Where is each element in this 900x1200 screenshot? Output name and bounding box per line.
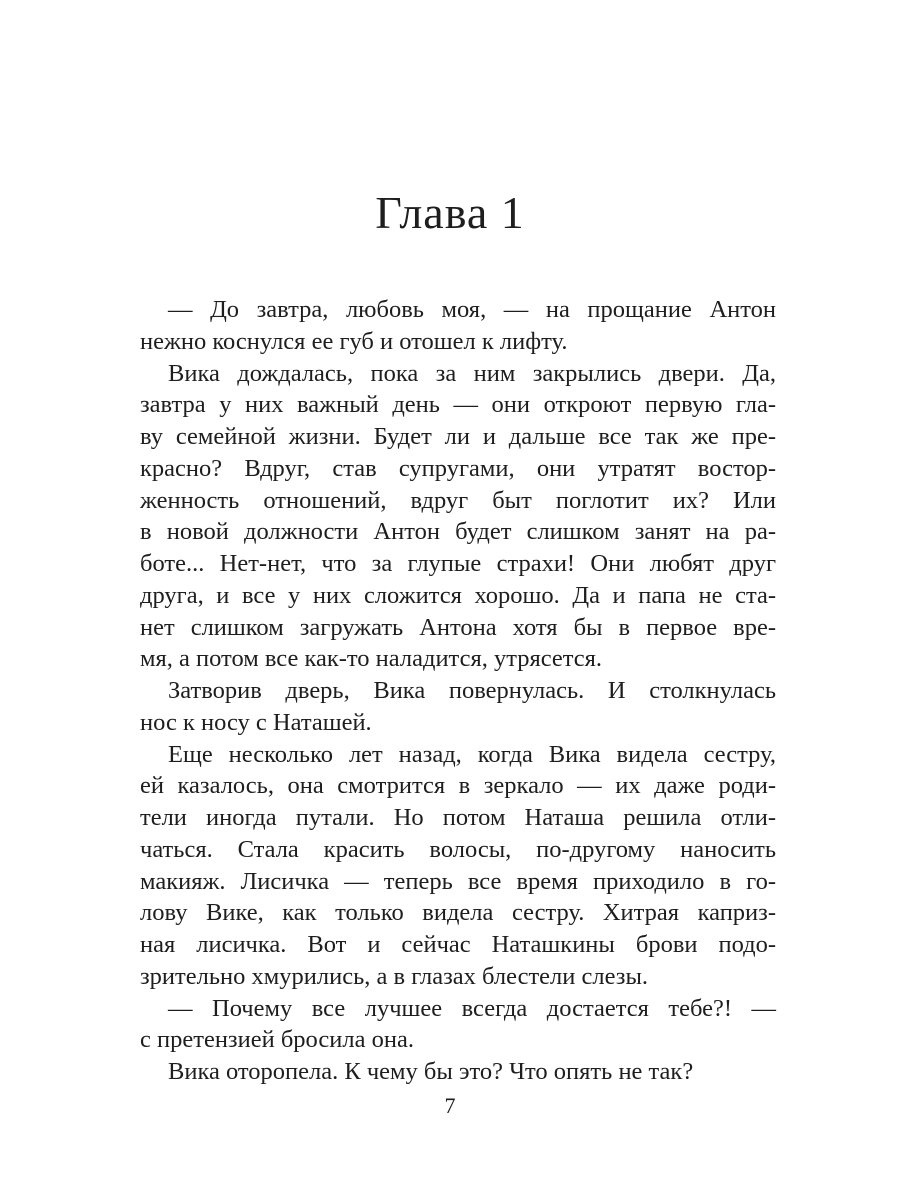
- text-line: нежно коснулся ее губ и отошел к лифту.: [140, 327, 568, 355]
- text-line: мя, а потом все как-то наладится, утрясется.: [140, 645, 603, 673]
- text-line: тели иногда путали. Но потом Наташа решила отли-: [140, 804, 776, 831]
- text-line: завтра у них важный день — они откроют первую гла-: [140, 391, 776, 419]
- text-line: в новой должности Антон будет слишком занят на ра-: [140, 518, 776, 546]
- paragraph: [140, 1056, 776, 1088]
- text-line: Еще несколько лет назад, когда Вика видела сестру,: [168, 740, 776, 768]
- paragraph: [140, 358, 776, 676]
- text-line: зрительно хмурились, а в глазах блестели слезы.: [140, 962, 649, 990]
- text-line: Затворив дверь, Вика повернулась. И столкнулась: [168, 677, 776, 704]
- text-line: — До завтра, любовь моя, — на прощание Антон: [168, 296, 776, 323]
- text-line: лову Вике, как только видела сестру. Хитрая каприз-: [140, 899, 776, 927]
- text-line: Вика дождалась, пока за ним закрылись двери. Да,: [168, 359, 776, 387]
- paragraph: [140, 993, 776, 1057]
- text-line: чаться. Стала красить волосы, по-другому наносить: [140, 835, 776, 863]
- text-line: ву семейной жизни. Будет ли и дальше все так же пре-: [140, 423, 776, 450]
- text-line: с претензией бросила она.: [140, 1026, 414, 1054]
- text-line: красно? Вдруг, став супругами, они утратят востор-: [140, 454, 776, 482]
- text-line: — Почему все лучшее всегда достается тебе?! —: [168, 994, 776, 1022]
- text-line: боте... Нет-нет, что за глупые страхи! Они любят друг: [140, 550, 776, 577]
- chapter-title: Глава 1: [375, 187, 525, 238]
- text-line: друга, и все у них сложится хорошо. Да и папа не ста-: [140, 581, 776, 609]
- text-line: ная лисичка. Вот и сейчас Наташкины брови подо-: [140, 931, 776, 958]
- text-line: Вика оторопела. К чему бы это? Что опять не так?: [168, 1058, 694, 1085]
- paragraph: [140, 294, 776, 358]
- text-line: ей казалось, она смотрится в зеркало — их даже роди-: [140, 772, 776, 800]
- text-line: нос к носу с Наташей.: [140, 708, 372, 736]
- page-number: 7: [444, 1093, 456, 1118]
- text-line: женность отношений, вдруг быт поглотит их? Или: [140, 486, 776, 514]
- body-text: [140, 294, 776, 1088]
- paragraph: [140, 675, 776, 739]
- paragraph: [140, 739, 776, 993]
- text-line: нет слишком загружать Антона хотя бы в первое вре-: [140, 613, 776, 641]
- text-line: макияж. Лисичка — теперь все время приходило в го-: [140, 867, 776, 895]
